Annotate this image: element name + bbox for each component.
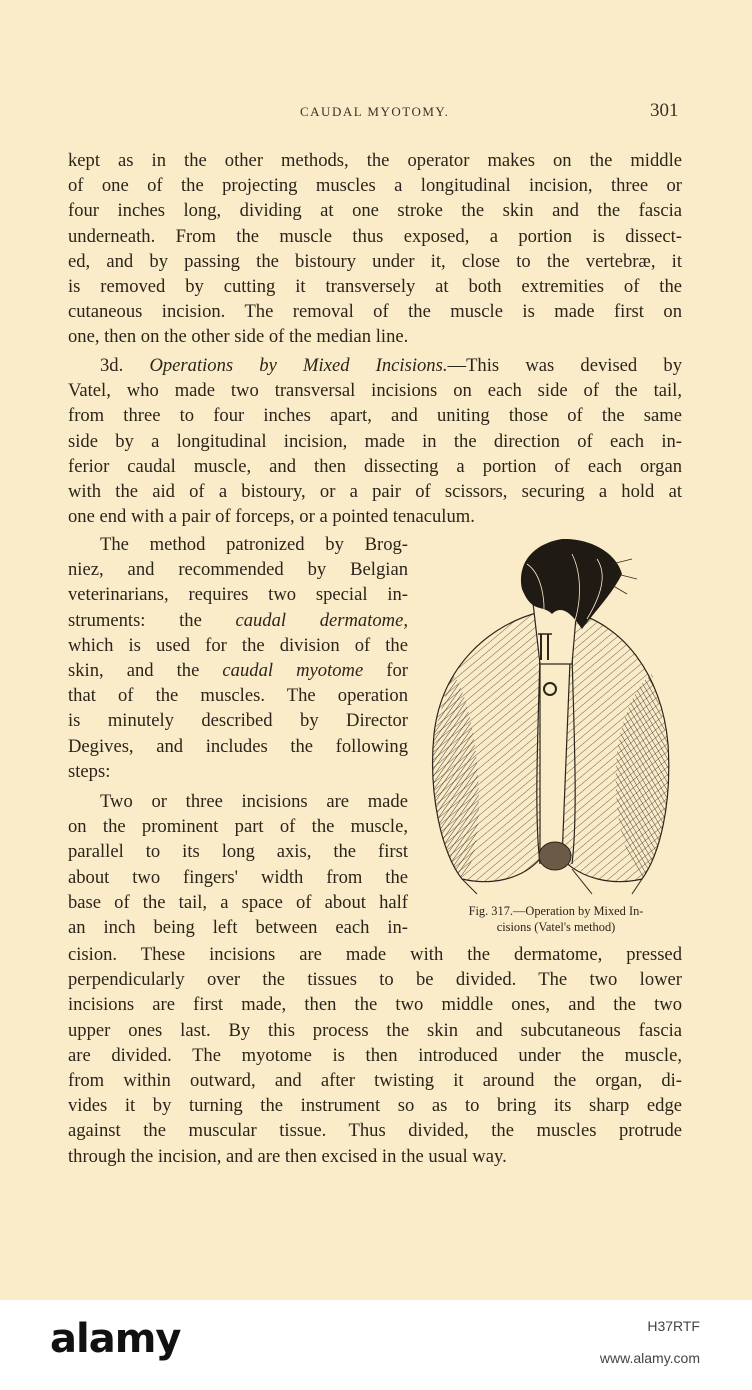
text-line: side by a longitudinal incision, made in the direction of each in- [68, 430, 682, 452]
text-line: niez, and recommended by Belgian [68, 559, 408, 581]
text-line: of one of the projecting muscles a longitudinal incision, three or [68, 175, 682, 197]
text-line: an inch being left between each in- [68, 917, 408, 939]
text-line: vides it by turning the instrument so as to bring its sharp edge [68, 1095, 682, 1117]
text-line: kept as in the other methods, the operator makes on the middle [68, 150, 682, 171]
text-line: is minutely described by Director [68, 710, 408, 732]
text-line [68, 608, 408, 633]
text-line: cision. These incisions are made with the dermatome, pressed [68, 944, 682, 965]
alamy-logo: alamy [50, 1316, 181, 1362]
text-line [68, 353, 682, 378]
caption-line: cisions (Vatel's method) [496, 920, 616, 934]
text-line: ferior caudal muscle, and then dissecting a portion of each organ [68, 455, 682, 477]
text-line: Two or three incisions are made [100, 791, 408, 812]
text-line: through the incision, and are then excised in the usual way. [68, 1145, 507, 1167]
text-fragment: skin, and the [68, 660, 223, 682]
term-caudal-myotome: caudal myotome [222, 660, 364, 682]
section-heading: Operations by Mixed Incisions. [149, 355, 448, 376]
text-line: incisions are first made, then the two middle ones, and the two [68, 994, 682, 1016]
text-line: perpendicularly over the tissues to be divided. The two lower [68, 969, 682, 991]
text-line: ed, and by passing the bistoury under it, close to the vertebræ, it [68, 250, 682, 272]
paragraph-brogniez-method [68, 532, 408, 784]
text-line: from three to four inches apart, and uniting those of the same [68, 405, 682, 427]
text-line: on the prominent part of the muscle, [68, 816, 408, 838]
text-fragment: —This was devised by [447, 355, 683, 376]
text-line: which is used for the division of the [68, 634, 408, 656]
text-line: is removed by cutting it transversely at both extremities of the [68, 276, 682, 298]
figure-caption [426, 903, 686, 935]
page-number: 301 [650, 100, 679, 121]
text-line: against the muscular tissue. Thus divided, the muscles protrude [68, 1120, 682, 1142]
text-line: Degives, and includes the following [68, 735, 408, 757]
text-line: from within outward, and after twisting it around the organ, di- [68, 1070, 682, 1092]
horse-hindquarters-engraving [422, 534, 678, 904]
paragraph-incision-steps [68, 789, 408, 940]
text-line: with the aid of a bistoury, or a pair of scissors, securing a hold at [68, 481, 682, 503]
paragraph-incision-steps-continued [68, 942, 682, 1169]
image-id: H37RTF [647, 1318, 700, 1334]
section-number: 3d. [100, 355, 150, 376]
text-line [68, 658, 408, 683]
text-line: one end with a pair of forceps, or a pointed tenaculum. [68, 506, 475, 528]
text-line: one, then on the other side of the median line. [68, 326, 409, 348]
term-caudal-dermatome: caudal dermatome, [235, 609, 408, 631]
text-line: base of the tail, a space of about half [68, 891, 408, 913]
text-line: underneath. From the muscle thus exposed, a portion is dissect- [68, 225, 682, 247]
text-line: veterinarians, requires two special in- [68, 584, 408, 606]
text-line: are divided. The myotome is then introduced under the muscle, [68, 1044, 682, 1066]
paragraph-mixed-incisions [68, 353, 682, 529]
caption-line: Fig. 317.—Operation by Mixed In- [468, 904, 644, 918]
text-line: Vatel, who made two transversal incisions on each side of the tail, [68, 380, 682, 402]
paragraph-continuation [68, 148, 682, 350]
text-fragment: struments: the [68, 609, 236, 631]
text-line: cutaneous incision. The removal of the muscle is made first on [68, 301, 682, 323]
figure-illustration [422, 534, 678, 904]
running-head: CAUDAL MYOTOMY. [300, 104, 450, 119]
text-line: four inches long, dividing at one stroke the skin and the fascia [68, 200, 682, 222]
text-line: about two fingers' width from the [68, 866, 408, 888]
text-line: that of the muscles. The operation [68, 685, 408, 707]
text-fragment: for [363, 660, 408, 682]
text-line: parallel to its long axis, the first [68, 841, 408, 863]
text-line: upper ones last. By this process the skin and subcutaneous fascia [68, 1019, 682, 1041]
text-line: The method patronized by Brog- [100, 534, 408, 555]
stock-url[interactable]: www.alamy.com [599, 1350, 700, 1366]
text-line: steps: [68, 760, 111, 782]
